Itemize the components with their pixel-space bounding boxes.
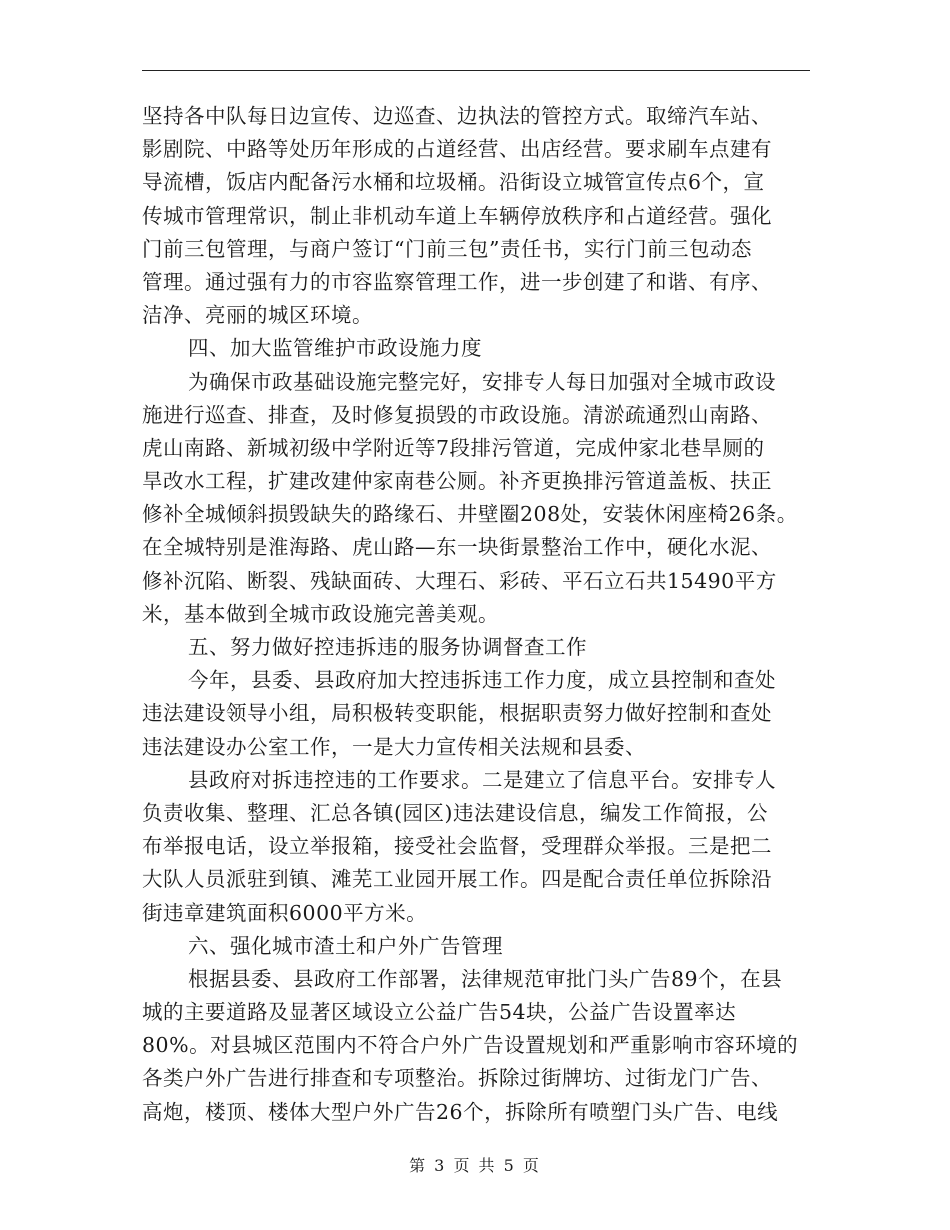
page-number: 第 3 页 共 5 页 <box>409 1156 541 1175</box>
text-line: 负责收集、整理、汇总各镇(园区)违法建设信息，编发工作简报，公 <box>142 800 768 825</box>
text-line: 布举报电话，设立举报箱，接受社会监督，受理群众举报。三是把二 <box>142 834 772 859</box>
text-line: 根据县委、县政府工作部署，法律规范审批门头广告89个，在县 <box>188 966 783 991</box>
text-line: 为确保市政基础设施完整完好，安排专人每日加强对全城市政设 <box>188 369 776 394</box>
header-divider <box>142 70 810 71</box>
text-line: 六、强化城市渣土和户外广告管理 <box>188 933 503 958</box>
text-line: 违法建设办公室工作，一是大力宣传相关法规和县委、 <box>142 734 646 759</box>
text-line: 导流槽，饭店内配备污水桶和垃圾桶。沿街设立城管宣传点6个，宣 <box>142 170 765 195</box>
text-line: 施进行巡查、排查，及时修复损毁的市政设施。清淤疏通烈山南路、 <box>142 402 772 427</box>
text-line: 城的主要道路及显著区域设立公益广告54块，公益广告设置率达 <box>142 1000 737 1025</box>
text-line: 门前三包管理，与商户签订“门前三包”责任书，实行门前三包动态 <box>142 236 752 261</box>
text-line: 虎山南路、新城初级中学附近等7段排污管道，完成仲家北巷旱厕的 <box>142 435 765 460</box>
text-line: 旱改水工程，扩建改建仲家南巷公厕。补齐更换排污管道盖板、扶正 <box>142 469 772 494</box>
text-line: 管理。通过强有力的市容监察管理工作，进一步创建了和谐、有序、 <box>142 269 772 294</box>
text-line: 违法建设领导小组，局积极转变职能，根据职责努力做好控制和查处 <box>142 701 772 726</box>
text-line: 坚持各中队每日边宣传、边巡查、边执法的管控方式。取缔汽车站、 <box>142 104 772 128</box>
text-line: 传城市管理常识，制止非机动车道上车辆停放秩序和占道经营。强化 <box>142 203 772 228</box>
text-line: 修补全城倾斜损毁缺失的路缘石、井壁圈208处，安装休闲座椅26条。 <box>142 502 798 527</box>
text-line: 影剧院、中路等处历年形成的占道经营、出店经营。要求刷车点建有 <box>142 137 772 162</box>
text-line: 米，基本做到全城市政设施完善美观。 <box>142 601 499 626</box>
text-line: 街违章建筑面积6000平方米。 <box>142 900 428 925</box>
text-line: 今年，县委、县政府加大控违拆违工作力度，成立县控制和查处 <box>188 668 776 693</box>
text-line: 大队人员派驻到镇、滩芜工业园开展工作。四是配合责任单位拆除沿 <box>142 867 772 892</box>
text-line: 洁净、亮丽的城区环境。 <box>142 303 373 328</box>
text-line: 80%。对县城区范围内不符合户外广告设置规划和严重影响市容环境的 <box>142 1033 799 1058</box>
text-line: 县政府对拆违控违的工作要求。二是建立了信息平台。安排专人 <box>188 767 776 792</box>
text-line: 高炮，楼顶、楼体大型户外广告26个，拆除所有喷塑门头广告、电线 <box>142 1099 779 1124</box>
text-line: 五、努力做好控违拆违的服务协调督查工作 <box>188 635 587 659</box>
document-body <box>142 100 810 1129</box>
text-line: 四、加大监管维护市政设施力度 <box>188 336 482 361</box>
text-line: 在全城特别是淮海路、虎山路—东一块街景整治工作中，硬化水泥、 <box>142 535 772 560</box>
text-line: 各类户外广告进行排查和专项整治。拆除过街牌坊、过街龙门广告、 <box>142 1066 772 1091</box>
text-line: 修补沉陷、断裂、残缺面砖、大理石、彩砖、平石立石共15490平方 <box>142 568 777 593</box>
